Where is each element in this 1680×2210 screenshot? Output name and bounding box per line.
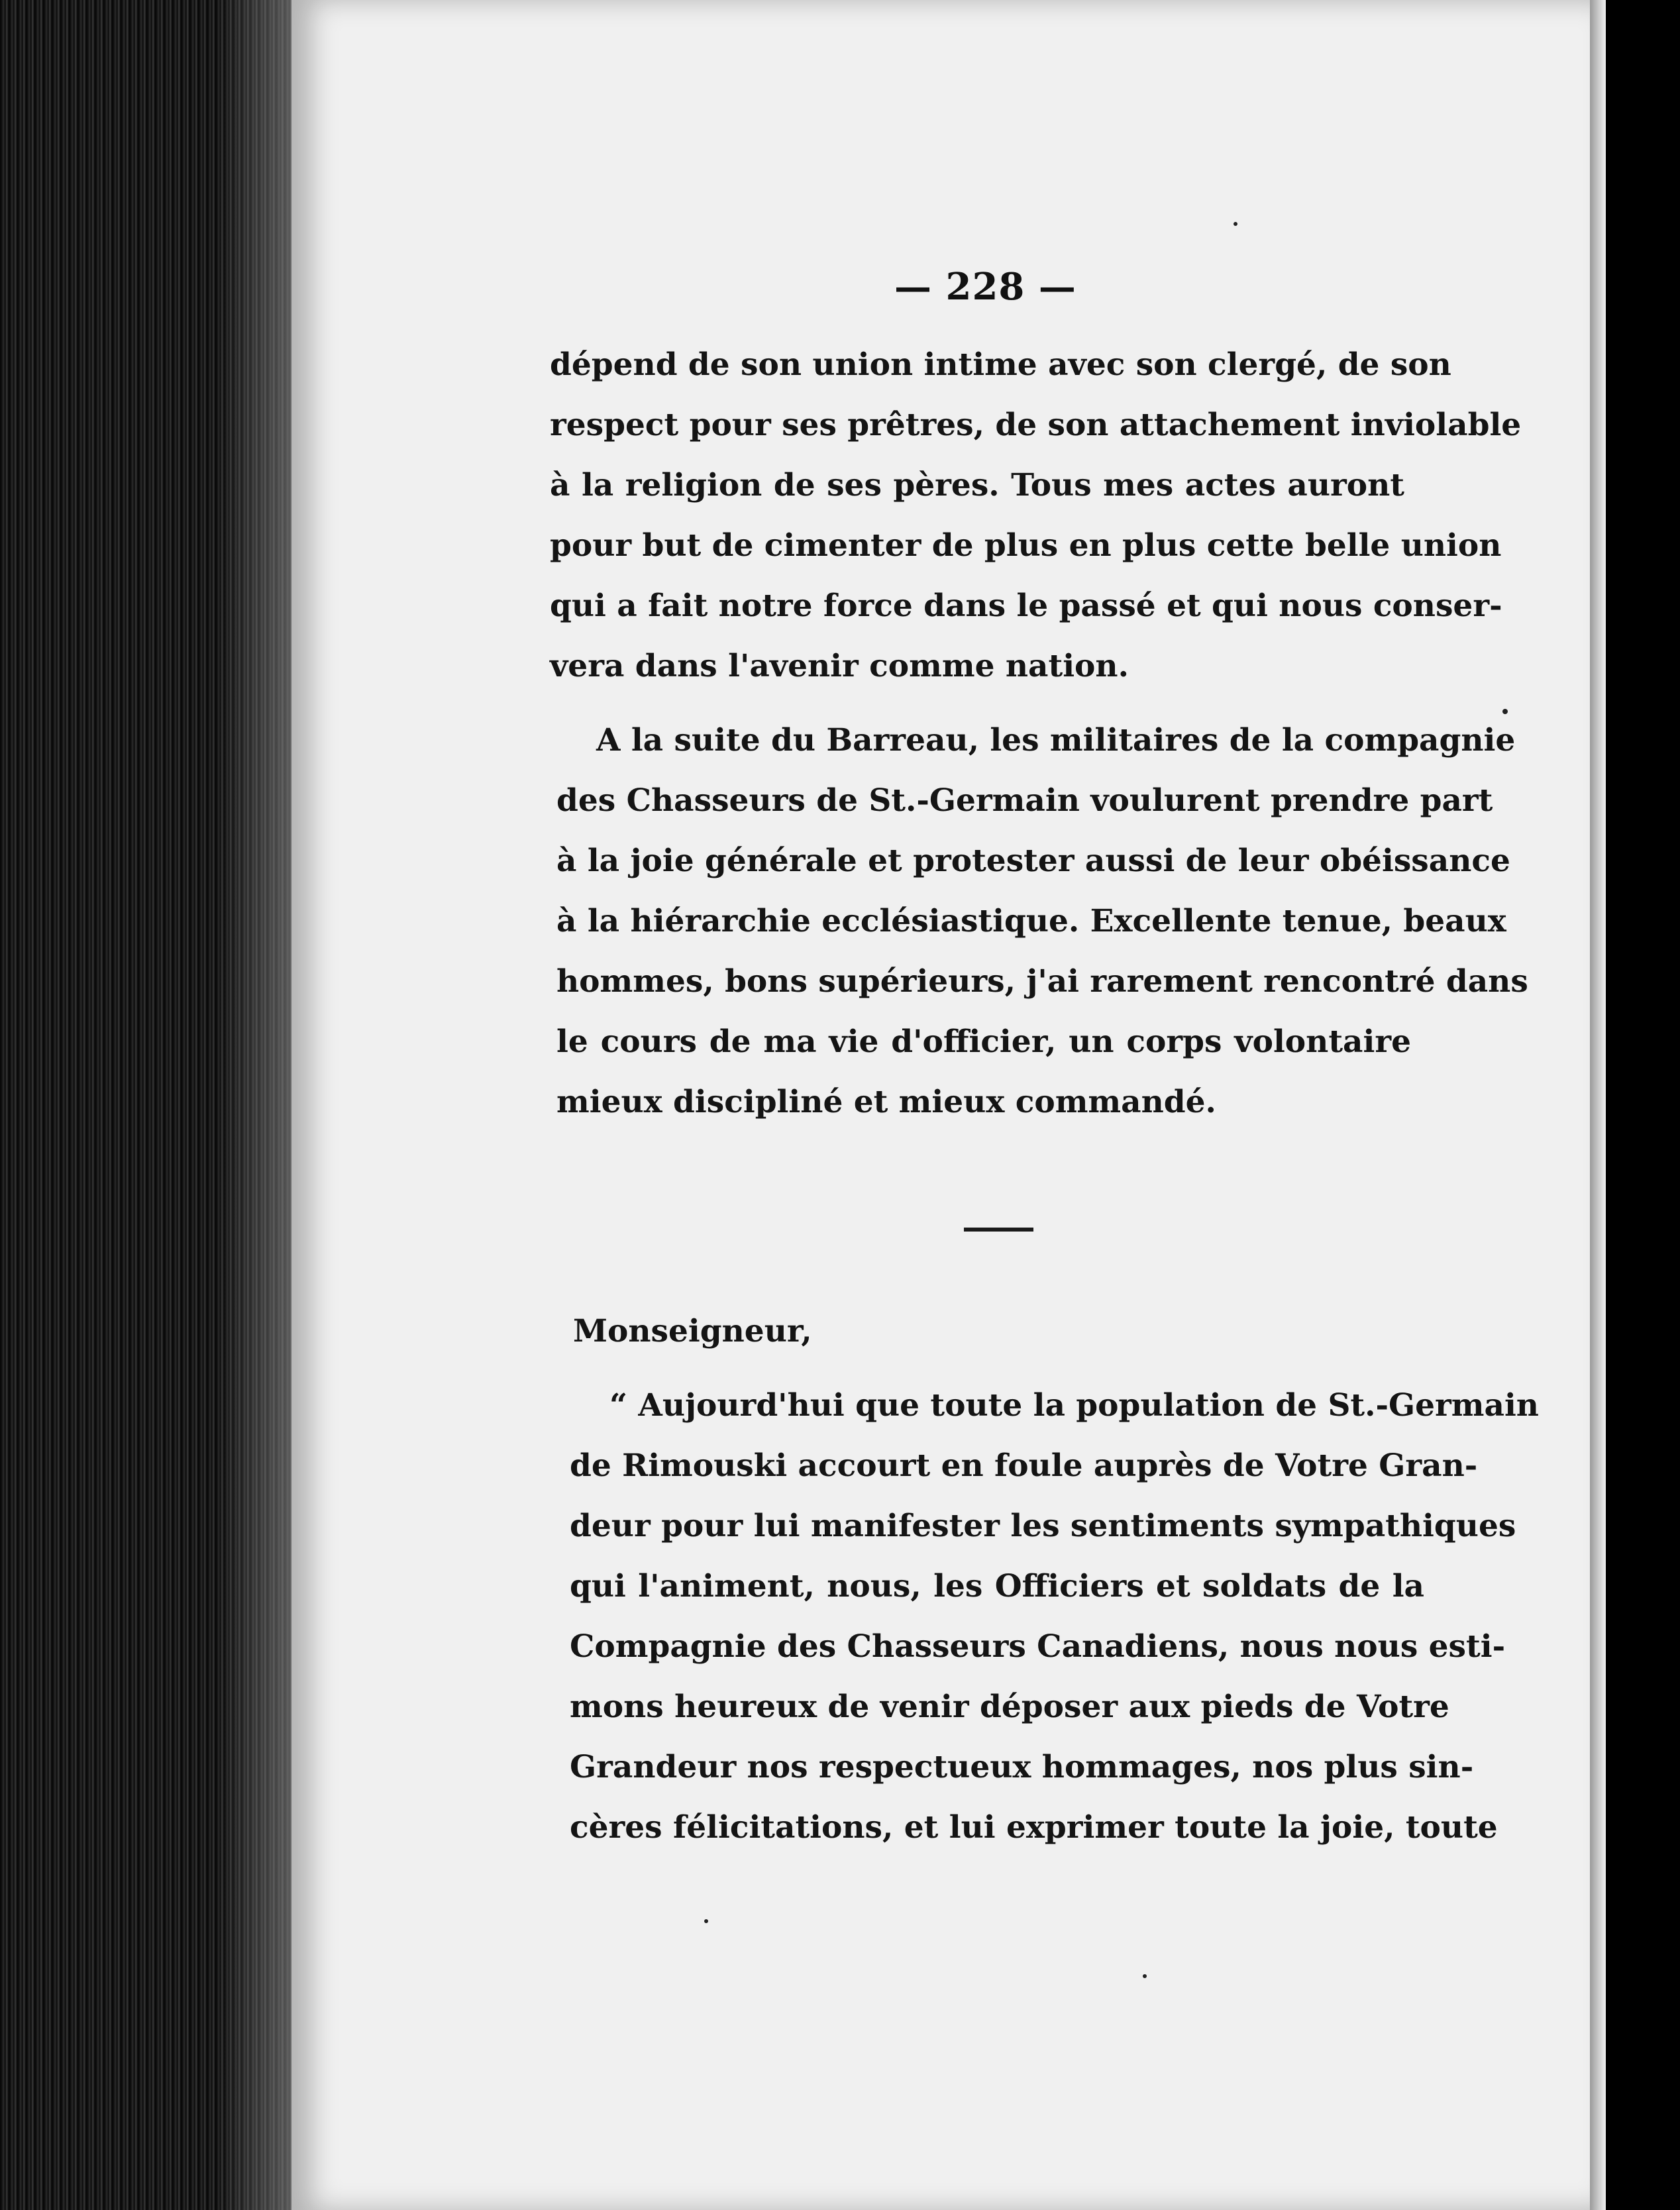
paragraph-line: mons heureux de venir déposer aux pieds de Votre [570,1689,1449,1725]
paragraph-line: dépend de son union intime avec son clergé, de son [550,346,1451,383]
paragraph-line: Grandeur nos respectueux hommages, nos plus sin- [570,1749,1474,1785]
paragraph-line: qui l'animent, nous, les Officiers et soldats de la [570,1568,1424,1605]
ink-speck [1502,709,1508,714]
section-divider [964,1228,1033,1232]
paragraph-1 [550,335,1522,696]
paragraph-line: le cours de ma vie d'officier, un corps volontaire [556,1024,1411,1060]
paragraph-line: de Rimouski accourt en foule auprès de Votre Gran- [570,1447,1478,1484]
paragraph-line: Compagnie des Chasseurs Canadiens, nous nous esti- [570,1628,1506,1665]
paragraph-2 [556,710,1528,1132]
paragraph-line: à la joie générale et protester aussi de leur obéissance [556,843,1510,879]
paragraph-line: deur pour lui manifester les sentiments sympathiques [570,1508,1516,1544]
paragraph-line: pour but de cimenter de plus en plus cette belle union [550,527,1502,564]
paragraph-line: des Chasseurs de St.-Germain voulurent prendre part [556,782,1493,819]
paragraph-line: qui a fait notre force dans le passé et qui nous conser- [550,588,1502,624]
ink-speck [704,1919,708,1923]
ink-speck [1143,1974,1147,1978]
paragraph-line: respect pour ses prêtres, de son attachement inviolable [550,407,1522,443]
salutation: Monseigneur, [573,1313,812,1349]
facing-page-edge [1590,0,1680,2210]
facing-page-sliver [1590,0,1606,2210]
paragraph-line: vera dans l'avenir comme nation. [550,648,1129,684]
paragraph-line: mieux discipliné et mieux commandé. [556,1084,1216,1120]
book-page-edges [0,0,298,2210]
paragraph-line: “ Aujourd'hui que toute la population de St.-Germain [609,1387,1539,1424]
paragraph-line: à la religion de ses pères. Tous mes actes auront [550,467,1404,503]
paragraph-3 [570,1375,1539,1858]
paragraph-line: A la suite du Barreau, les militaires de la compagnie [596,722,1516,759]
paragraph-line: hommes, bons supérieurs, j'ai rarement rencontré dans [556,963,1528,1000]
paragraph-line: à la hiérarchie ecclésiastique. Excellente tenue, beaux [556,903,1506,939]
page-number: — 228 — [894,265,1076,309]
ink-speck [1234,222,1237,226]
paragraph-line: cères félicitations, et lui exprimer toute la joie, toute [570,1809,1498,1846]
